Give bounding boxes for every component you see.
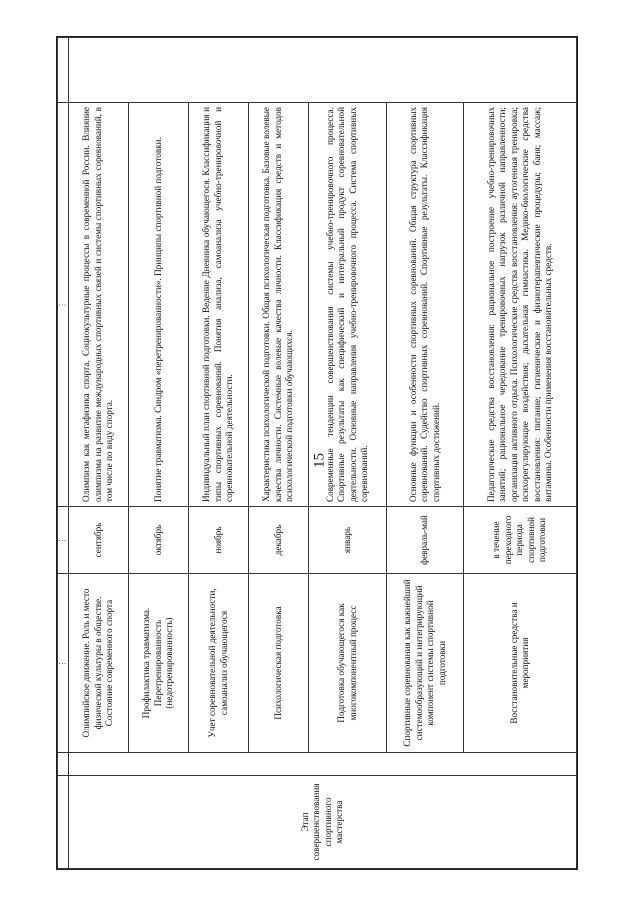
table-row <box>189 38 249 869</box>
content-cell: Понятие травматизма. Синдром «перетренированности». Принципы спортивной подготовки. <box>129 103 189 507</box>
extra-cell <box>69 38 577 103</box>
month-cell: январь <box>309 507 387 574</box>
content-cell: Современные тенденции совершенствования системы учебно-тренировочного процесса. Спортивные результаты как специфический и интегральный продукт соревновательной деятельности. Основные направления учебно-тренировочного процесса. Система спортивных соревнований. <box>309 103 387 507</box>
content-table <box>57 37 577 869</box>
month-cell: февраль-май <box>386 507 464 574</box>
month-cell: октябрь <box>129 507 189 574</box>
header-num-cell <box>58 753 69 776</box>
table-row <box>69 38 129 869</box>
month-cell: в течение переходного периода спортивной подготовки <box>464 507 577 574</box>
header-month-cell: ⋮ <box>58 507 69 574</box>
content-cell: Характеристика психологической подготовки. Общая психологическая подготовка. Базовые волевые качества личности. Системные волевые качества личности. Классификация средств и методов психологической подготовки обучающихся. <box>249 103 309 507</box>
topic-cell: Психологическая подготовка <box>249 574 309 753</box>
topic-cell: Восстановительные средства и мероприятия <box>464 574 577 753</box>
table-row <box>249 38 309 869</box>
content-cell: Основные функции и особенности спортивных соревнований. Общая структура спортивных соревнований. Судейство спортивных соревнований. Спортивные результаты. Классификация спортивных достижений. <box>386 103 464 507</box>
topic-cell: Олимпийское движение. Роль и место физической культуры в обществе. Состояние современного спорта <box>69 574 129 753</box>
content-cell: Индивидуальный план спортивной подготовки. Ведение Дневника обучающегося. Классификация и типы спортивных соревнований. Понятия анализа, самоанализа учебно-тренировочной и соревновательной деятельности. <box>189 103 249 507</box>
table-row <box>129 38 189 869</box>
topic-cell: Подготовка обучающегося как многокомпонентный процесс <box>309 574 387 753</box>
topic-cell: Спортивные соревнования как важнейший системообразующий и интегрирующий компонент системы спортивной подготовки <box>386 574 464 753</box>
content-cell: Олимпизм как метафизика спорта. Социокультурные процессы в современной России. Влияние олимпизма на развитие международных спортивных связей и системы спортивных соревнований, в том числе по виду спорта. <box>69 103 129 507</box>
header-row <box>58 38 69 869</box>
table-row <box>309 38 387 869</box>
month-cell: декабрь <box>249 507 309 574</box>
content-cell: Педагогические средства восстановления: рациональное построение учебно-тренировочных занятий; рациональное чередование тренировочных нагрузок различной направленности; организация активного отдыха. Психологические средства восстановления: аутогенная тренировка; психорегулирующие воздействия; дыхательная гимнастика. Медико-биологические средства восстановления: питание; гигиенические и физиотерапевтические процедуры; баня; массаж; витамины. Особенности применения восстановительных средств. <box>464 103 577 507</box>
table-row <box>464 38 577 869</box>
number-cell <box>69 753 577 776</box>
page-number: 15 <box>311 453 328 468</box>
stage-cell: Этап совершенствования спортивного мастерства <box>69 776 577 869</box>
topic-cell: Учет соревновательной деятельности, самоанализ обучающегося <box>189 574 249 753</box>
header-stage-cell <box>58 776 69 869</box>
header-content-cell: ⋮ <box>58 103 69 507</box>
topic-cell: Профилактика травматизма. Перетренированность (недотренированность) <box>129 574 189 753</box>
program-table <box>56 36 578 870</box>
month-cell: ноябрь <box>189 507 249 574</box>
month-cell: сентябрь <box>69 507 129 574</box>
header-topic-cell: ⋮ <box>58 574 69 753</box>
table-row <box>386 38 464 869</box>
header-last-cell <box>58 38 69 103</box>
